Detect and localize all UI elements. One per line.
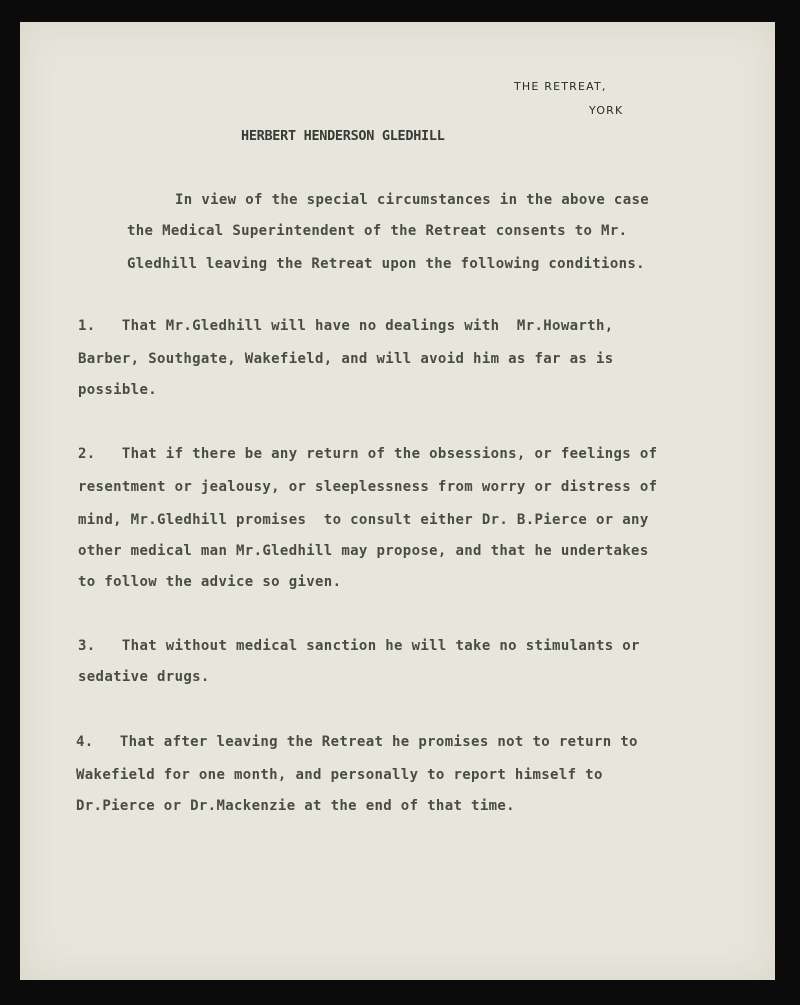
condition-2-line-5: to follow the advice so given. (78, 574, 342, 590)
intro-line-3: Gledhill leaving the Retreat upon the following conditions. (127, 256, 645, 272)
condition-1-line-2: Barber, Southgate, Wakefield, and will avoid him as far as is (78, 351, 614, 367)
intro-line-1: In view of the special circumstances in the above case (175, 192, 650, 208)
condition-2-line-4: other medical man Mr.Gledhill may propose, and that he undertakes (78, 543, 649, 559)
condition-2-line-1: 2. That if there be any return of the obsessions, or feelings of (78, 446, 658, 462)
document-title: HERBERT HENDERSON GLEDHILL (241, 128, 445, 144)
condition-2-line-3: mind, Mr.Gledhill promises to consult either Dr. B.Pierce or any (78, 512, 649, 528)
condition-3-line-2: sedative drugs. (78, 669, 210, 685)
condition-4-line-2: Wakefield for one month, and personally to report himself to (76, 767, 603, 783)
letterhead-line-2: YORK (589, 104, 624, 117)
condition-1-line-1: 1. That Mr.Gledhill will have no dealings with Mr.Howarth, (78, 318, 614, 334)
condition-4-line-3: Dr.Pierce or Dr.Mackenzie at the end of that time. (76, 798, 515, 814)
condition-3-line-1: 3. That without medical sanction he will take no stimulants or (78, 638, 640, 654)
condition-1-line-3: possible. (78, 382, 158, 398)
condition-4-line-1: 4. That after leaving the Retreat he promises not to return to (76, 734, 638, 750)
document-page (20, 22, 775, 980)
intro-line-2: the Medical Superintendent of the Retreat consents to Mr. (127, 223, 628, 239)
condition-2-line-2: resentment or jealousy, or sleeplessness from worry or distress of (78, 479, 658, 495)
letterhead-line-1: THE RETREAT, (514, 80, 607, 93)
